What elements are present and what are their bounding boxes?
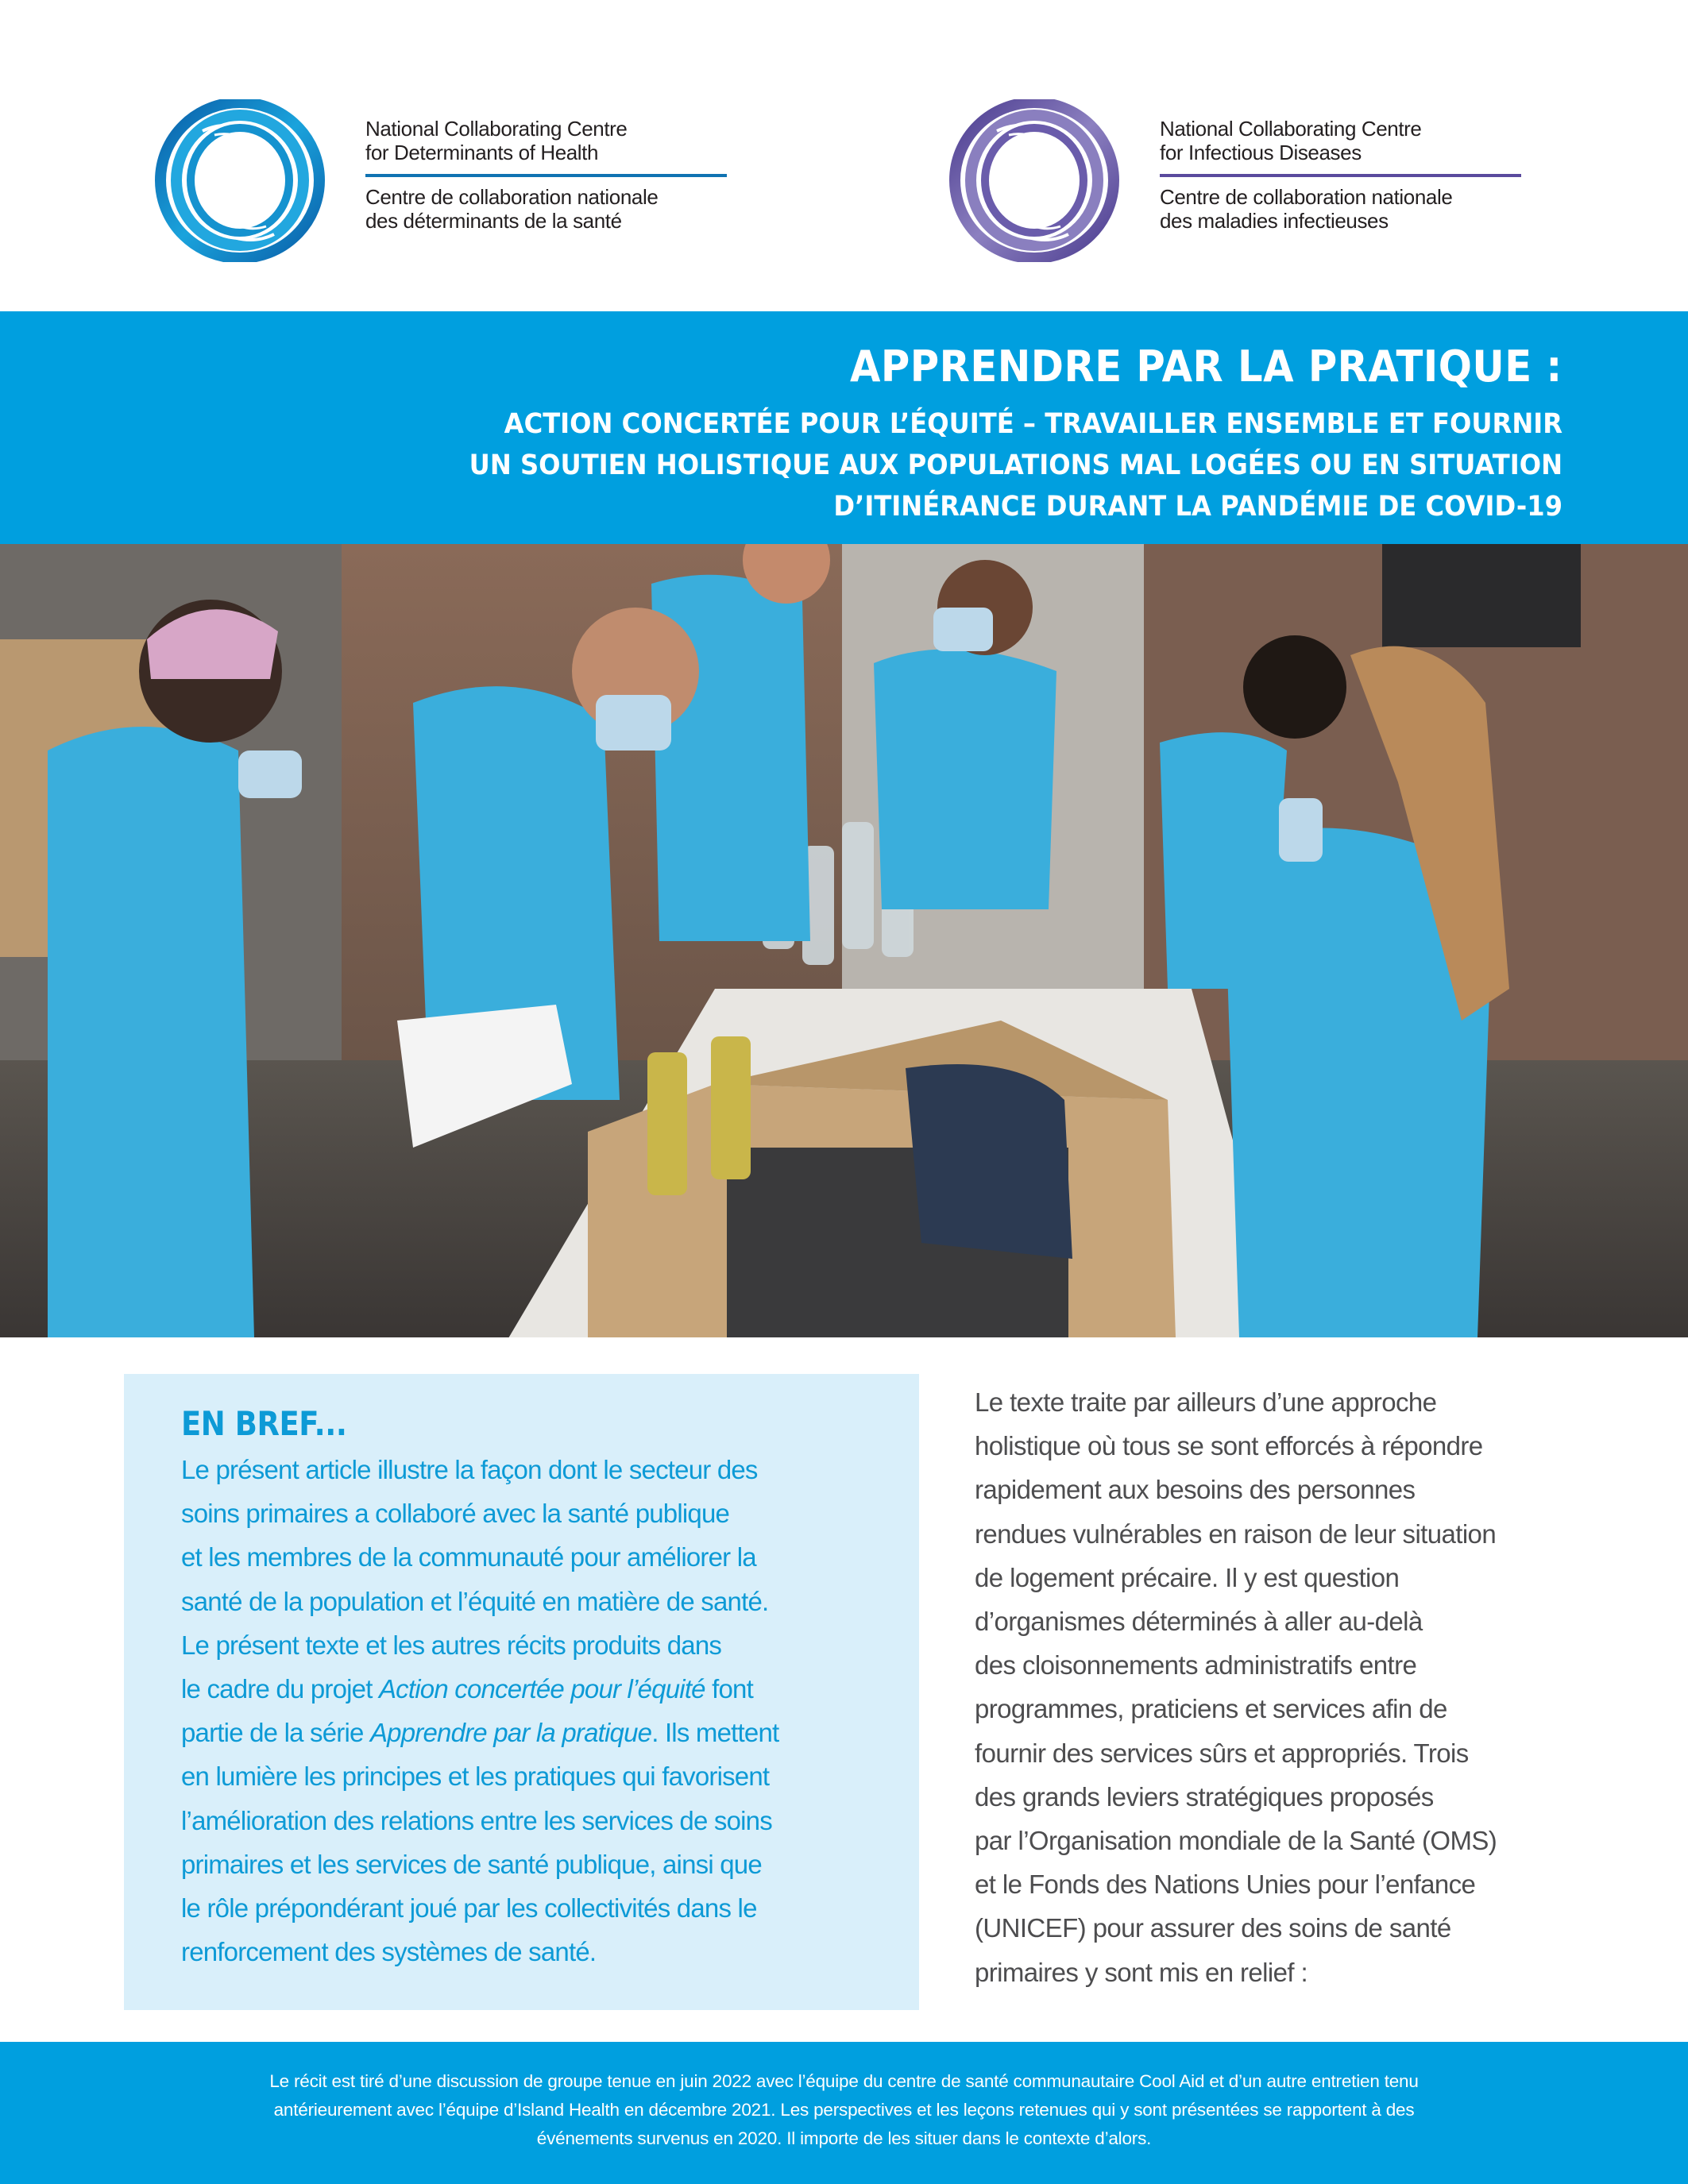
summary-line: en lumière les principes et les pratiques qui favorisent (181, 1761, 770, 1792)
summary-line: le cadre du projet Action concertée pour l’équité font (181, 1674, 753, 1704)
summary-line: Le présent texte et les autres récits produits dans (181, 1630, 722, 1660)
summary-line: renforcement des systèmes de santé. (181, 1937, 597, 1967)
body-line: holistique où tous se sont efforcés à répondre (975, 1431, 1483, 1461)
footer-note (0, 2042, 1688, 2184)
footer-line: Le récit est tiré d’une discussion de groupe tenue en juin 2022 avec l’équipe du centre de santé communautaire Cool Aid et d’un autre entretien tenu (269, 2071, 1419, 2091)
body-line: des cloisonnements administratifs entre (975, 1650, 1417, 1680)
summary-box (124, 1374, 919, 2010)
summary-line: primaires et les services de santé publique, ainsi que (181, 1849, 762, 1879)
summary-line: l’amélioration des relations entre les services de soins (181, 1805, 772, 1835)
body-line: rendues vulnérables en raison de leur situation (975, 1518, 1497, 1549)
body-line: des grands leviers stratégiques proposés (975, 1781, 1434, 1812)
nccid-name-fr-line1: Centre de collaboration nationale (1160, 185, 1453, 209)
logo-divider (1160, 174, 1521, 177)
nccdh-name-en-line2: for Determinants of Health (365, 141, 599, 164)
summary-line: partie de la série Apprendre par la pratique. Ils mettent (181, 1718, 779, 1748)
page-title: APPRENDRE PAR LA PRATIQUE : (850, 341, 1562, 392)
body-line: programmes, praticiens et services afin de (975, 1694, 1447, 1724)
body-line: Le texte traite par ailleurs d’une approche (975, 1387, 1437, 1417)
project-name: Action concertée pour l’équité (378, 1674, 705, 1704)
body-line: fournir des services sûrs et appropriés. Trois (975, 1738, 1469, 1768)
series-name: Apprendre par la pratique (369, 1718, 652, 1748)
body-line: et le Fonds des Nations Unies pour l’enfance (975, 1870, 1476, 1900)
body-line: (UNICEF) pour assurer des soins de santé (975, 1913, 1451, 1943)
nccid-logo (949, 99, 1517, 262)
subtitle-line: UN SOUTIEN HOLISTIQUE AUX POPULATIONS MAL LOGÉES OU EN SITUATION (469, 450, 1562, 481)
logo-divider (365, 174, 727, 177)
subtitle-line: ACTION CONCERTÉE POUR L’ÉQUITÉ – TRAVAILLER ENSEMBLE ET FOURNIR (504, 408, 1562, 440)
title-banner (0, 311, 1688, 544)
body-line: rapidement aux besoins des personnes (975, 1475, 1416, 1505)
summary-text (181, 1448, 919, 1974)
swirl-logo-blue-icon (155, 99, 326, 262)
footer-line: événements survenus en 2020. Il importe de les situer dans le contexte d’alors. (536, 2128, 1152, 2148)
body-line: primaires y sont mis en relief : (975, 1957, 1308, 1987)
summary-line: santé de la population et l’équité en matière de santé. (181, 1586, 769, 1616)
page-subtitle (469, 403, 1562, 527)
summary-line: Le présent article illustre la façon dont le secteur des (181, 1455, 758, 1484)
subtitle-line: D’ITINÉRANCE DURANT LA PANDÉMIE DE COVID-19 (833, 491, 1562, 523)
footer-line: antérieurement avec l’équipe d’Island Health en décembre 2021. Les perspectives et les leçons retenues qui y sont présentées se rapportent à des (273, 2100, 1415, 2120)
body-line: par l’Organisation mondiale de la Santé (OMS) (975, 1826, 1497, 1856)
nccid-name-fr-line2: des maladies infectieuses (1160, 209, 1389, 233)
body-text-column (975, 1380, 1594, 1994)
swirl-logo-purple-icon (949, 99, 1120, 262)
body-line: de logement précaire. Il y est question (975, 1562, 1400, 1592)
summary-line: et les membres de la communauté pour améliorer la (181, 1542, 756, 1572)
summary-line: soins primaires a collaboré avec la santé publique (181, 1499, 730, 1529)
volunteers-photo-image (0, 544, 1688, 1337)
hero-photo (0, 544, 1688, 1337)
summary-heading: EN BREF... (181, 1404, 347, 1443)
nccdh-name-fr-line2: des déterminants de la santé (365, 209, 622, 233)
nccid-name-en-line1: National Collaborating Centre (1160, 117, 1422, 141)
nccid-name-en-line2: for Infectious Diseases (1160, 141, 1362, 164)
nccdh-logo (155, 99, 723, 262)
nccdh-name-fr-line1: Centre de collaboration nationale (365, 185, 659, 209)
body-line: d’organismes déterminés à aller au-delà (975, 1607, 1423, 1637)
nccdh-name-en-line1: National Collaborating Centre (365, 117, 628, 141)
summary-line: le rôle prépondérant joué par les collectivités dans le (181, 1893, 757, 1924)
